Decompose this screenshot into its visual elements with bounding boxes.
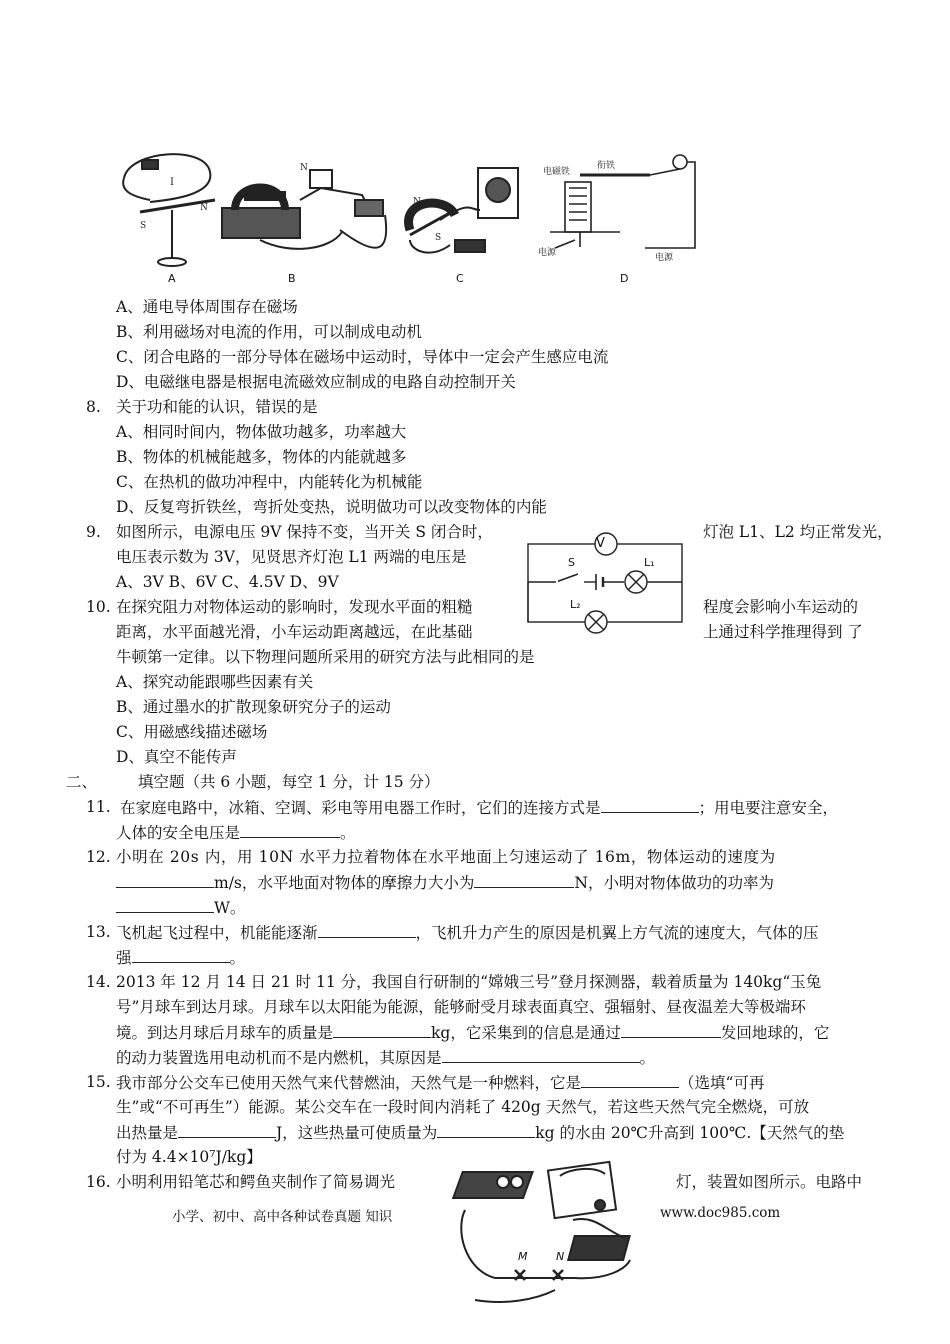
svg-text:N: N — [200, 203, 208, 213]
q9-circuit-diagram — [526, 530, 686, 640]
q14-text-3c: 发回地球的，它 — [720, 1024, 830, 1042]
q11-blank-2[interactable] — [240, 821, 340, 838]
q15-blank-1[interactable] — [581, 1071, 679, 1088]
figure-label-m: M — [518, 1250, 528, 1263]
q13-line1 — [116, 921, 819, 944]
q7-option-b: B、利用磁场对电流的作用，可以制成电动机 — [116, 323, 422, 341]
q11-text-2b: 。 — [340, 824, 356, 842]
top-figure — [110, 140, 700, 290]
q15-blank-2[interactable] — [178, 1121, 276, 1138]
q9-line1a: 如图所示，电源电压 9V 保持不变，当开关 S 闭合时， — [116, 523, 493, 541]
q13-blank-1[interactable] — [318, 921, 416, 938]
svg-text:N: N — [300, 163, 308, 173]
q14-line3 — [116, 1021, 829, 1044]
q12-line3 — [116, 896, 245, 919]
q10-option-b: B、通过墨水的扩散现象研究分子的运动 — [116, 698, 391, 716]
q16-line1b: 灯，装置如图所示。电路中 — [676, 1173, 863, 1191]
q15-text-1a: 我市部分公交车已使用天然气来代替燃油，天然气是一种燃料，它是 — [116, 1074, 582, 1092]
q11-text-1b: ；用电要注意安全， — [698, 799, 839, 817]
q12-blank-3[interactable] — [116, 896, 214, 913]
section2-title: 填空题（共 6 小题，每空 1 分，计 15 分） — [138, 773, 440, 791]
q12-text-2a: m/s，水平地面对物体的摩擦力大小为 — [214, 874, 475, 892]
q13-text-2b: 。 — [229, 949, 246, 967]
q9-line2: 电压表示数为 3V，见贤思齐灯泡 L1 两端的电压是 — [116, 548, 467, 566]
q12-line1: 小明在 20s 内，用 10N 水平力拉着物体在水平地面上匀速运动了 16m，物体运动的速度为 — [116, 848, 776, 866]
figure-label-a: A — [168, 272, 176, 285]
q16-number: 16. — [86, 1173, 111, 1191]
q12-text-3: W。 — [214, 899, 246, 917]
q10-option-c: C、用磁感线描述磁场 — [116, 723, 268, 741]
q13-text-1a: 飞机起飞过程中，机能能逐渐 — [116, 924, 318, 942]
q12-line2 — [116, 871, 774, 894]
q11-text-1a: 在家庭电路中，冰箱、空调、彩电等用电器工作时，它们的连接方式是 — [120, 799, 601, 817]
svg-text:N: N — [413, 197, 421, 207]
q15-text-3b: J，这些热量可使质量为 — [276, 1124, 438, 1142]
q10-option-d: D、真空不能传声 — [116, 748, 237, 766]
q15-line4: 付为 4.4×10⁷J/kg】 — [116, 1148, 262, 1166]
q14-line1: 2013 年 12 月 14 日 21 时 11 分，我国自行研制的“嫦娥三号”登月探测器，载着质量为 140kg“玉兔 — [116, 973, 822, 991]
footer-text: 小学、初中、高中各种试卷真题 知识 — [172, 1209, 393, 1225]
q10-line1b: 程度会影响小车运动的 — [703, 598, 859, 616]
q12-blank-2[interactable] — [474, 871, 574, 888]
circuit-label-v: V — [596, 536, 605, 551]
q7-option-c: C、闭合电路的一部分导体在磁场中运动时，导体中一定会产生感应电流 — [116, 348, 609, 366]
q8-option-b: B、物体的机械能越多，物体的内能就越多 — [116, 448, 407, 466]
svg-text:S: S — [140, 221, 147, 231]
q7-option-a: A、通电导体周围存在磁场 — [116, 298, 298, 316]
q14-line2: 号”月球车到达月球。月球车以太阳能为能源，能够耐受月球表面真空、强辐射、昼夜温差大等极端环 — [116, 998, 806, 1016]
q14-text-3a: 境。到达月球后月球车的质量是 — [116, 1024, 334, 1042]
q8-option-a: A、相同时间内，物体做功越多，功率越大 — [116, 423, 407, 441]
q9-number: 9. — [86, 523, 101, 541]
footer-url[interactable]: www.doc985.com — [660, 1205, 781, 1221]
q9-line1b: 灯泡 L1、L2 均正常发光， — [703, 523, 893, 541]
q12-number: 12. — [86, 848, 111, 866]
q15-text-1b: （选填“可再 — [679, 1074, 765, 1092]
q14-blank-1[interactable] — [333, 1021, 431, 1038]
figure-label-n: N — [556, 1250, 565, 1263]
q15-line3 — [116, 1121, 844, 1144]
q13-text-1b: ，飞机升力产生的原因是机翼上方气流的速度大，气体的压 — [415, 924, 819, 942]
svg-text:I: I — [170, 177, 174, 188]
q8-option-d: D、反复弯折铁丝，弯折处变热，说明做功可以改变物体的内能 — [116, 498, 547, 516]
svg-text:电源: 电源 — [538, 248, 557, 258]
q15-text-3c: kg 的水由 20℃升高到 100℃.【天然气的垫 — [535, 1124, 845, 1142]
section2-number: 二、 — [66, 773, 98, 791]
circuit-label-s: S — [568, 556, 575, 569]
q13-blank-2[interactable] — [132, 946, 230, 963]
q11-text-2a: 人体的安全电压是 — [116, 824, 241, 842]
q11-line1 — [120, 796, 838, 819]
q11-blank-1[interactable] — [601, 796, 699, 813]
q12-blank-1[interactable] — [116, 871, 214, 888]
q10-option-a: A、探究动能跟哪些因素有关 — [116, 673, 314, 691]
q8-stem: 关于功和能的认识，错误的是 — [116, 398, 318, 416]
figure-c-magnet-meter — [409, 168, 518, 253]
q15-number: 15. — [86, 1073, 111, 1091]
figure-label-b: B — [288, 272, 296, 285]
q10-line2b: 上通过科学推理得到 了 — [703, 623, 863, 641]
q14-text-3b: kg，它采集到的信息是通过 — [431, 1024, 621, 1042]
q8-option-c: C、在热机的做功冲程中，内能转化为机械能 — [116, 473, 423, 491]
q13-line2 — [116, 946, 245, 969]
q14-text-4b: 。 — [639, 1049, 656, 1067]
q14-number: 14. — [86, 973, 111, 991]
q10-line3: 牛顿第一定律。以下物理问题所采用的研究方法与此相同的是 — [116, 648, 535, 666]
q16-line1a: 小明利用铅笔芯和鳄鱼夹制作了简易调光 — [116, 1173, 396, 1191]
q11-line2 — [116, 821, 356, 844]
q15-line1 — [116, 1071, 764, 1094]
q13-text-2a: 强 — [116, 949, 132, 967]
q9-options: A、3V B、6V C、4.5V D、9V — [116, 573, 339, 591]
svg-text:S: S — [435, 233, 442, 243]
q10-number: 10. — [86, 598, 111, 616]
q11-number: 11. — [86, 798, 111, 816]
figure-a-wire-compass — [123, 154, 215, 266]
q7-option-d: D、电磁继电器是根据电流磁效应制成的电路自动控制开关 — [116, 373, 516, 391]
q14-text-4a: 的动力装置选用电动机而不是内燃机，其原因是 — [116, 1049, 442, 1067]
q14-line4 — [116, 1046, 655, 1069]
q8-number: 8. — [86, 398, 101, 416]
q12-text-2b: N，小明对物体做功的功率为 — [574, 874, 774, 892]
svg-text:衔铁: 衔铁 — [597, 161, 616, 171]
circuit-label-l1: L₁ — [644, 556, 655, 569]
circuit-label-l2: L₂ — [570, 598, 581, 611]
q15-line2: 生”或“不可再生”）能源。某公交车在一段时间内消耗了 420g 天然气，若这些天然气完全燃烧，可放 — [116, 1098, 810, 1116]
figure-b-magnet-rail — [222, 163, 386, 249]
q15-text-3a: 出热量是 — [116, 1124, 179, 1142]
q16-apparatus-figure — [455, 1160, 665, 1310]
q10-line1a: 在探究阻力对物体运动的影响时，发现水平面的粗糙 — [116, 598, 473, 616]
q10-line2a: 距离，水平面越光滑，小车运动距离越远，在此基础 — [116, 623, 473, 641]
q14-blank-2[interactable] — [621, 1021, 721, 1038]
q13-number: 13. — [86, 923, 111, 941]
figure-label-d: D — [620, 272, 629, 285]
q15-blank-3[interactable] — [437, 1121, 535, 1138]
figure-label-c: C — [456, 272, 464, 285]
svg-text:电磁铁: 电磁铁 — [543, 167, 571, 177]
figure-d-relay-circuit — [538, 155, 695, 263]
q14-blank-3[interactable] — [442, 1046, 640, 1063]
svg-text:电源: 电源 — [655, 253, 674, 263]
